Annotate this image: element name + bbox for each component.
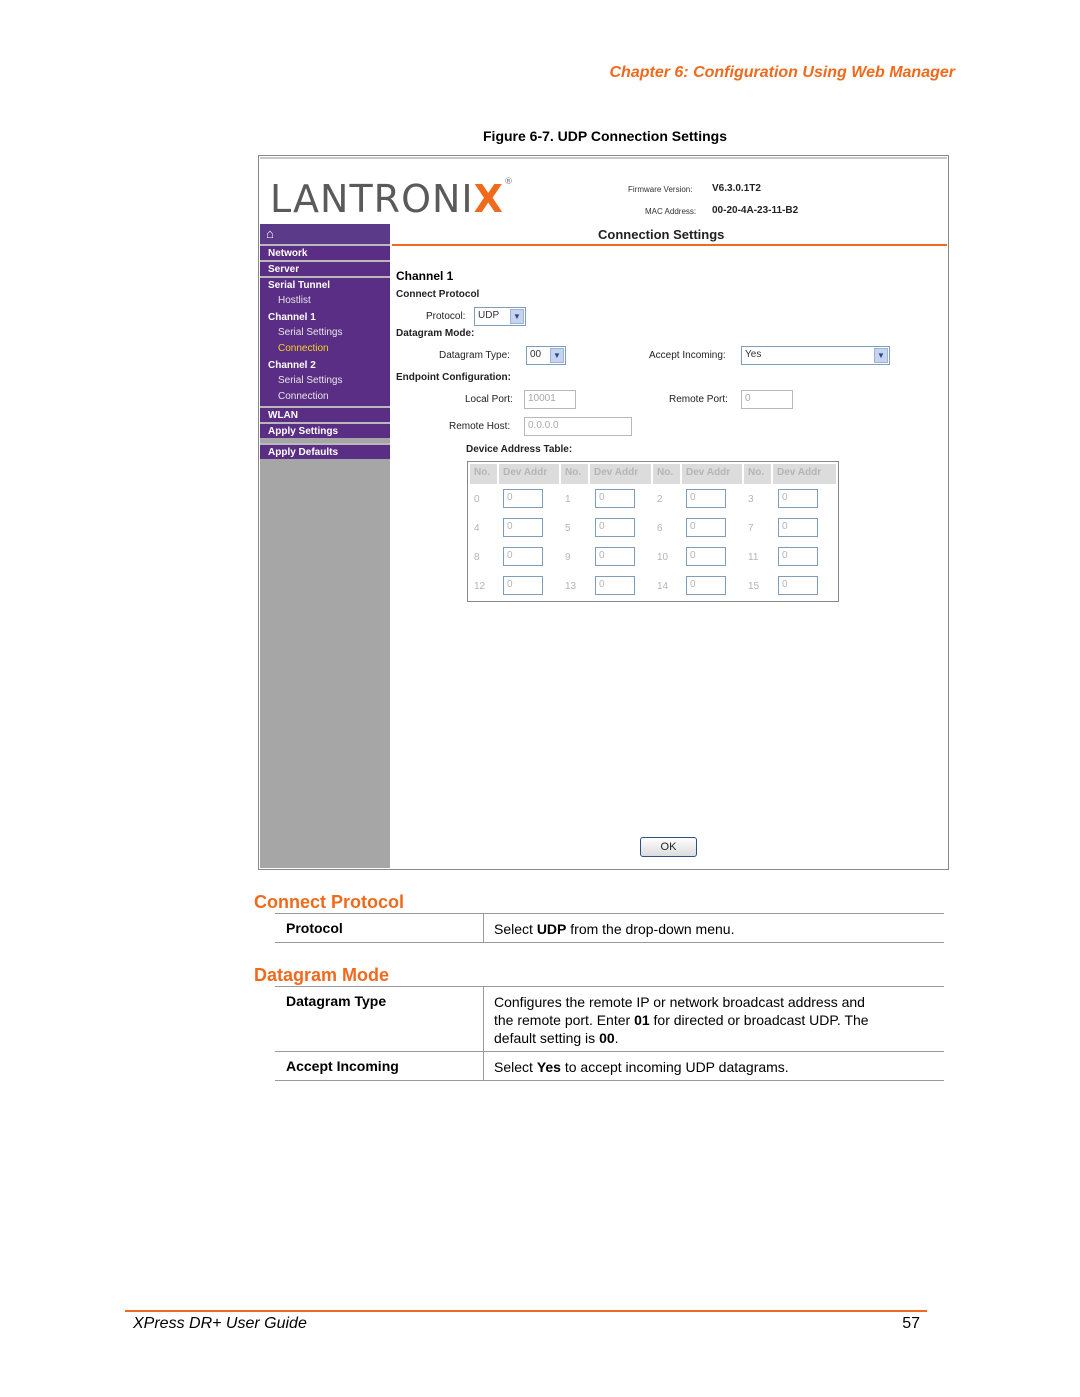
dat-no: 15	[748, 581, 760, 592]
footer-rule	[125, 1310, 927, 1312]
dat-dev-addr-input[interactable]: 0	[595, 547, 635, 566]
dat-dev-addr-input[interactable]: 0	[503, 489, 543, 508]
dat-no: 0	[474, 494, 480, 505]
dat-no: 12	[474, 581, 486, 592]
local-port-label: Local Port:	[465, 394, 513, 405]
dat-no: 9	[565, 552, 571, 563]
dat-header-dev-addr: Dev Addr	[590, 464, 651, 484]
dat-header-no: No.	[561, 464, 588, 484]
dat-dev-addr-input[interactable]: 0	[778, 576, 818, 595]
dat-no: 6	[657, 523, 663, 534]
dat-dev-addr-input[interactable]: 0	[503, 547, 543, 566]
dat-no: 4	[474, 523, 480, 534]
dat-no: 5	[565, 523, 571, 534]
firmware-version-label: Firmware Version:	[628, 185, 693, 194]
lantronix-logo: LANTRONIX®	[270, 177, 514, 221]
home-icon[interactable]: ⌂	[266, 226, 274, 241]
sidebar-item-apply-settings[interactable]: Apply Settings	[260, 422, 390, 438]
sidebar-item-ch2-connection[interactable]: Connection	[260, 390, 390, 406]
dat-dev-addr-input[interactable]: 0	[503, 576, 543, 595]
sidebar-item-ch1-serial-settings[interactable]: Serial Settings	[260, 326, 390, 342]
dat-dev-addr-input[interactable]: 0	[595, 518, 635, 537]
accept-incoming-select[interactable]: Yes ▼	[741, 346, 890, 365]
accept-incoming-label: Accept Incoming:	[649, 350, 726, 361]
sidebar-item-ch1-connection[interactable]: Connection	[260, 342, 390, 358]
table-rule	[275, 1080, 944, 1081]
term-datagram-type: Datagram Type	[286, 993, 387, 1009]
dat-no: 3	[748, 494, 754, 505]
dat-dev-addr-input[interactable]: 0	[595, 576, 635, 595]
dat-header-no: No.	[470, 464, 497, 484]
dat-header-dev-addr: Dev Addr	[499, 464, 559, 484]
mac-address-label: MAC Address:	[645, 207, 697, 216]
table-divider	[483, 986, 484, 1080]
footer-guide-title: XPress DR+ User Guide	[133, 1315, 307, 1332]
desc-datagram-type: Configures the remote IP or network broadcast address and the remote port. Enter 01 for directed or broadcast UDP. The default setting is 00.	[494, 994, 869, 1046]
sidebar-item-serial-tunnel[interactable]: Serial Tunnel	[260, 278, 390, 294]
device-address-table	[467, 461, 839, 602]
ok-button[interactable]: OK	[640, 837, 697, 857]
dat-no: 2	[657, 494, 663, 505]
chevron-down-icon: ▼	[510, 309, 524, 324]
desc-accept-incoming: Select Yes to accept incoming UDP datagrams.	[494, 1059, 789, 1075]
dat-no: 13	[565, 581, 577, 592]
chevron-down-icon: ▼	[550, 348, 564, 363]
sidebar-nav	[260, 224, 390, 868]
figure-screenshot	[258, 155, 949, 870]
remote-port-input[interactable]: 0	[741, 390, 793, 409]
dat-no: 14	[657, 581, 669, 592]
dat-dev-addr-input[interactable]: 0	[686, 576, 726, 595]
table-rule	[275, 913, 944, 914]
table-rule	[275, 942, 944, 943]
dat-dev-addr-input[interactable]: 0	[686, 489, 726, 508]
sidebar-item-apply-defaults[interactable]: Apply Defaults	[260, 443, 390, 459]
term-protocol: Protocol	[286, 920, 343, 936]
datagram-mode-heading: Datagram Mode:	[396, 328, 475, 339]
sidebar-item-channel-2[interactable]: Channel 2	[260, 358, 390, 374]
section-title-datagram-mode: Datagram Mode	[254, 965, 390, 985]
dat-no: 7	[748, 523, 754, 534]
mac-address-value: 00-20-4A-23-11-B2	[712, 205, 799, 216]
dat-no: 1	[565, 494, 571, 505]
local-port-input[interactable]: 10001	[524, 390, 576, 409]
dat-dev-addr-input[interactable]: 0	[503, 518, 543, 537]
table-rule	[275, 1051, 944, 1052]
channel-heading: Channel 1	[396, 269, 454, 283]
page-title: Connection Settings	[598, 227, 725, 242]
dat-no: 10	[657, 552, 669, 563]
dat-no: 8	[474, 552, 480, 563]
protocol-select[interactable]: UDP ▼	[474, 307, 526, 326]
page-number: 57	[902, 1315, 920, 1332]
chapter-header: Chapter 6: Configuration Using Web Manager	[609, 64, 955, 81]
chevron-down-icon: ▼	[874, 348, 888, 363]
table-divider	[483, 913, 484, 942]
dat-header-dev-addr: Dev Addr	[682, 464, 742, 484]
datagram-type-label: Datagram Type:	[439, 350, 510, 361]
dat-header-no: No.	[653, 464, 680, 484]
dat-header-dev-addr: Dev Addr	[773, 464, 836, 484]
table-rule	[275, 986, 944, 987]
sidebar-item-network[interactable]: Network	[260, 244, 390, 260]
desc-protocol: Select UDP from the drop-down menu.	[494, 921, 735, 937]
datagram-type-select[interactable]: 00 ▼	[526, 346, 566, 365]
dat-dev-addr-input[interactable]: 0	[778, 518, 818, 537]
protocol-label: Protocol:	[426, 311, 466, 322]
endpoint-configuration-heading: Endpoint Configuration:	[396, 372, 511, 383]
dat-dev-addr-input[interactable]: 0	[595, 489, 635, 508]
firmware-version-value: V6.3.0.1T2	[712, 183, 761, 194]
connect-protocol-heading: Connect Protocol	[396, 289, 480, 300]
sidebar-item-wlan[interactable]: WLAN	[260, 406, 390, 422]
home-bar	[260, 224, 390, 244]
dat-header-no: No.	[744, 464, 771, 484]
remote-host-input[interactable]: 0.0.0.0	[524, 417, 632, 436]
dat-no: 11	[748, 552, 759, 563]
sidebar-group-serial-tunnel	[260, 276, 390, 406]
remote-host-label: Remote Host:	[449, 421, 511, 432]
sidebar-item-ch2-serial-settings[interactable]: Serial Settings	[260, 374, 390, 390]
dat-dev-addr-input[interactable]: 0	[686, 518, 726, 537]
dat-dev-addr-input[interactable]: 0	[778, 489, 818, 508]
sidebar-item-hostlist[interactable]: Hostlist	[260, 294, 390, 310]
section-title-connect-protocol: Connect Protocol	[254, 892, 405, 912]
title-divider	[392, 244, 947, 246]
remote-port-label: Remote Port:	[669, 394, 728, 405]
term-accept-incoming: Accept Incoming	[286, 1058, 399, 1074]
sidebar-item-server[interactable]: Server	[260, 260, 390, 276]
dat-dev-addr-input[interactable]: 0	[778, 547, 818, 566]
figure-caption: Figure 6-7. UDP Connection Settings	[483, 128, 727, 144]
dat-dev-addr-input[interactable]: 0	[686, 547, 726, 566]
sidebar-item-channel-1[interactable]: Channel 1	[260, 310, 390, 326]
device-address-table-heading: Device Address Table:	[466, 444, 573, 455]
